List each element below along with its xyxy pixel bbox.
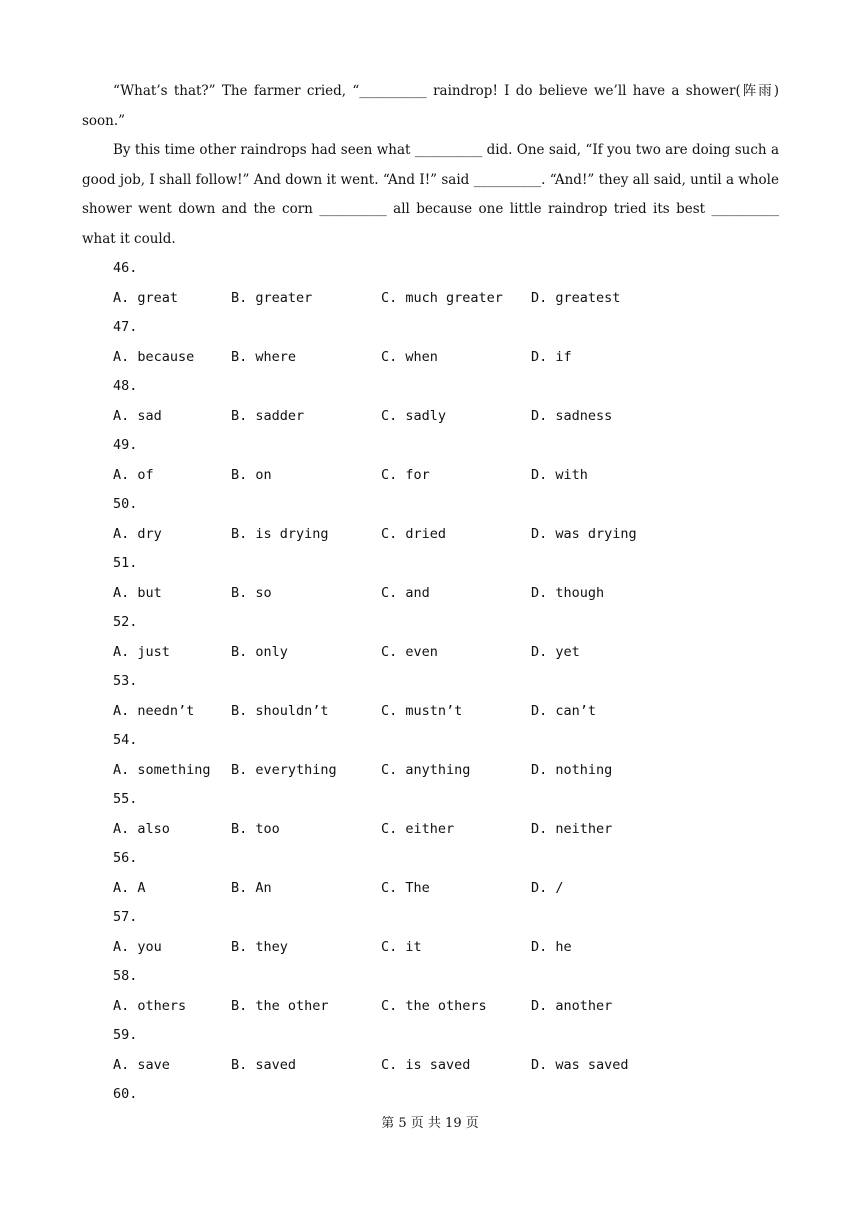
option-c: C. dried xyxy=(381,525,447,542)
option-c: C. sadly xyxy=(381,407,447,424)
option-b: B. is drying xyxy=(231,525,329,542)
question-container xyxy=(113,254,753,1080)
question-number: 54. xyxy=(113,732,138,748)
question-number: 46. xyxy=(113,260,138,276)
passage-paragraph: By this time other raindrops had seen what __________ did. One said, “If you two are doing such a good job, I shall follow!” And down it went. “And I!” said __________. “And!” they all said, until a whole shower went down and the corn __________ all because one little raindrop tried its best __________ what it could. xyxy=(82,142,779,247)
option-row xyxy=(113,461,753,491)
option-row xyxy=(113,1051,753,1081)
option-row xyxy=(113,579,753,609)
option-b: B. greater xyxy=(231,289,313,306)
question-number: 58. xyxy=(113,968,138,984)
option-c: C. and xyxy=(381,584,430,601)
option-d: D. was drying xyxy=(531,525,637,542)
option-a: A. others xyxy=(113,997,187,1014)
option-a: A. save xyxy=(113,1056,170,1073)
option-d: D. with xyxy=(531,466,588,483)
option-a: A. A xyxy=(113,879,146,896)
option-a: A. sad xyxy=(113,407,162,424)
option-a: A. but xyxy=(113,584,162,601)
option-c: C. either xyxy=(381,820,455,837)
question-number: 53. xyxy=(113,673,138,689)
question-number: 52. xyxy=(113,614,138,630)
option-b: B. shouldn’t xyxy=(231,702,329,719)
page-footer: 第 5 页 共 19 页 xyxy=(381,1116,479,1131)
option-d: D. greatest xyxy=(531,289,621,306)
option-b: B. too xyxy=(231,820,280,837)
option-b: B. only xyxy=(231,643,288,660)
option-c: C. even xyxy=(381,643,438,660)
option-row xyxy=(113,815,753,845)
option-c: C. The xyxy=(381,879,430,896)
option-b: B. saved xyxy=(231,1056,297,1073)
option-b: B. the other xyxy=(231,997,329,1014)
option-c: C. is saved xyxy=(381,1056,471,1073)
option-c: C. it xyxy=(381,938,422,955)
option-row xyxy=(113,756,753,786)
option-row xyxy=(113,520,753,550)
option-d: D. neither xyxy=(531,820,613,837)
option-d: D. yet xyxy=(531,643,580,660)
option-c: C. the others xyxy=(381,997,487,1014)
option-a: A. needn’t xyxy=(113,702,195,719)
option-c: C. anything xyxy=(381,761,471,778)
question-number: 48. xyxy=(113,378,138,394)
option-c: C. for xyxy=(381,466,430,483)
option-row xyxy=(113,638,753,668)
question-number: 55. xyxy=(113,791,138,807)
option-c: C. when xyxy=(381,348,438,365)
question-number: 50. xyxy=(113,496,138,512)
question-number: 57. xyxy=(113,909,138,925)
option-a: A. great xyxy=(113,289,179,306)
question-number: 47. xyxy=(113,319,138,335)
option-a: A. also xyxy=(113,820,170,837)
option-d: D. / xyxy=(531,879,564,896)
option-b: B. sadder xyxy=(231,407,305,424)
option-b: B. on xyxy=(231,466,272,483)
option-d: D. he xyxy=(531,938,572,955)
option-c: C. mustn’t xyxy=(381,702,463,719)
option-b: B. where xyxy=(231,348,297,365)
option-d: D. was saved xyxy=(531,1056,629,1073)
option-a: A. just xyxy=(113,643,170,660)
option-c: C. much greater xyxy=(381,289,503,306)
option-a: A. something xyxy=(113,761,211,778)
option-b: B. so xyxy=(231,584,272,601)
option-b: B. An xyxy=(231,879,272,896)
option-row xyxy=(113,343,753,373)
question-number: 56. xyxy=(113,850,138,866)
option-b: B. everything xyxy=(231,761,337,778)
option-d: D. nothing xyxy=(531,761,613,778)
option-row xyxy=(113,874,753,904)
option-a: A. of xyxy=(113,466,154,483)
option-row xyxy=(113,992,753,1022)
option-a: A. dry xyxy=(113,525,162,542)
option-row xyxy=(113,933,753,963)
option-row xyxy=(113,284,753,314)
question-number: 59. xyxy=(113,1027,138,1043)
option-a: A. you xyxy=(113,938,162,955)
option-a: A. because xyxy=(113,348,195,365)
option-row xyxy=(113,402,753,432)
option-d: D. sadness xyxy=(531,407,613,424)
option-d: D. another xyxy=(531,997,613,1014)
question-number: 49. xyxy=(113,437,138,453)
question-list xyxy=(113,254,753,1110)
option-d: D. if xyxy=(531,348,572,365)
option-b: B. they xyxy=(231,938,288,955)
option-d: D. though xyxy=(531,584,605,601)
reading-passage xyxy=(82,77,779,254)
option-d: D. can’t xyxy=(531,702,597,719)
question-number: 60. xyxy=(113,1086,138,1102)
option-row xyxy=(113,697,753,727)
question-number: 51. xyxy=(113,555,138,571)
passage-paragraph: “What’s that?” The farmer cried, “__________ raindrop! I do believe we’ll have a shower(阵雨) soon.” xyxy=(82,83,779,129)
